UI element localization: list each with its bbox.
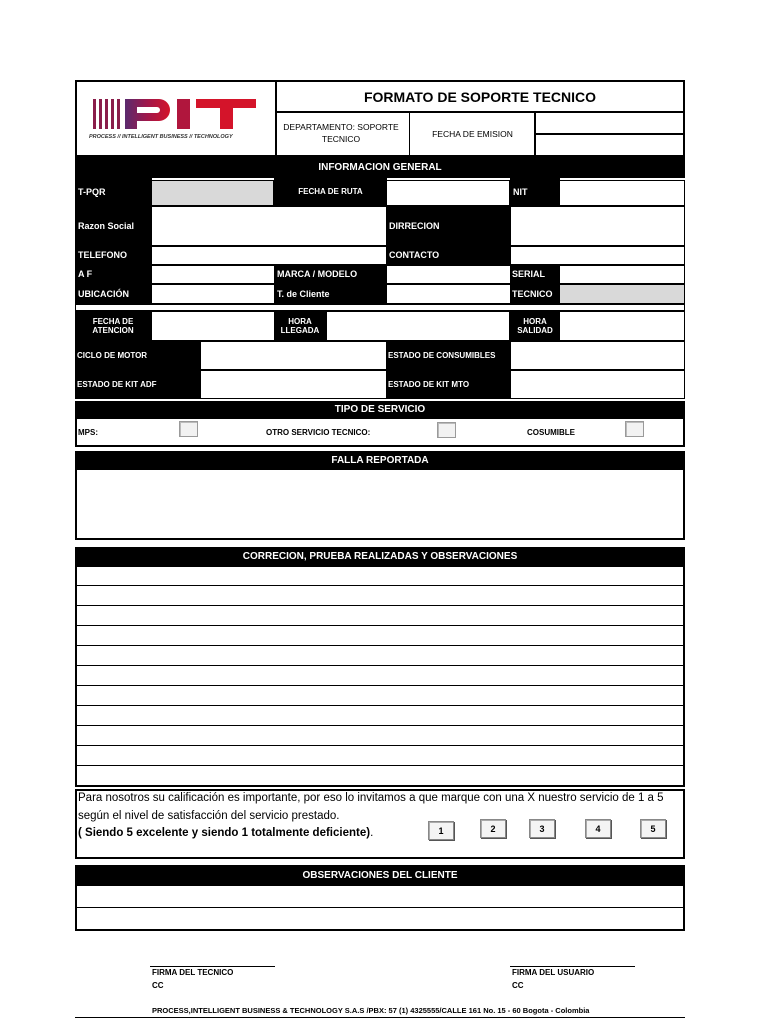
nit-label: NIT — [513, 186, 528, 197]
company-label: Razon Social — [78, 220, 135, 231]
mto-kit-state-field[interactable] — [510, 370, 685, 399]
technician-field[interactable] — [559, 284, 685, 304]
mto-kit-state-label: ESTADO DE KIT MTO — [388, 379, 470, 389]
footer-address: PROCESS,INTELLIGENT BUSINESS & TECHNOLOGY S.A.S /PBX: 57 (1) 4325555/CALLE 161 No. 15 - 60 Bogota - Colombia — [152, 1005, 590, 1015]
brand-model-field[interactable] — [386, 265, 511, 284]
location-label: UBICACIÓN — [78, 288, 129, 299]
rating-option-4[interactable]: 4 — [585, 819, 611, 838]
issue-date-label: FECHA DE EMISION — [432, 129, 513, 139]
adf-kit-state-field[interactable] — [200, 370, 387, 399]
rating-text-line1: Para nosotros su calificación es importante, por eso lo invitamos a que marque con una X nuestro servicio de 1 a 5 — [78, 792, 664, 804]
brand-model-label: MARCA / MODELO — [277, 269, 358, 280]
route-date-field[interactable] — [386, 180, 510, 206]
client-type-label: T. de Cliente — [277, 288, 330, 299]
fault-textarea[interactable] — [75, 468, 685, 540]
other-service-label: OTRO SERVICIO TECNICO: — [266, 428, 371, 438]
af-field[interactable] — [151, 265, 275, 284]
mps-label: MPS: — [78, 428, 98, 438]
serial-label: SERIAL — [512, 269, 546, 280]
logo-tagline: PROCESS // INTELLIGENT BUSINESS // TECHNOLOGY — [89, 134, 233, 140]
service-type-row — [75, 417, 685, 447]
issue-date-field-2[interactable] — [536, 135, 683, 155]
rating-text-line2: según el nivel de satisfacción del servicio prestado. — [78, 810, 340, 822]
route-date-label: FECHA DE RUTA — [298, 187, 363, 197]
address-field[interactable] — [510, 206, 685, 246]
rating-text-line3: ( Siendo 5 excelente y siendo 1 totalmente deficiente). — [78, 827, 374, 839]
rating-option-5[interactable]: 5 — [640, 819, 666, 838]
af-label: A F — [78, 269, 93, 280]
arrival-time-field[interactable] — [326, 311, 510, 341]
attention-date-field[interactable] — [151, 311, 275, 341]
contact-field[interactable] — [510, 246, 685, 265]
phone-label: TELEFONO — [78, 250, 127, 261]
other-service-checkbox[interactable] — [437, 422, 456, 438]
attention-date-label: FECHA DE ATENCION — [92, 316, 134, 335]
tech-cc-label: CC — [152, 980, 164, 990]
rating-option-2[interactable]: 2 — [480, 819, 506, 838]
logo — [77, 82, 275, 155]
client-type-field[interactable] — [386, 284, 511, 304]
location-field[interactable] — [151, 284, 275, 304]
section-client-obs-title: OBSERVACIONES DEL CLIENTE — [75, 865, 685, 885]
consumables-state-label: ESTADO DE CONSUMIBLES — [388, 350, 496, 360]
rating-option-1[interactable]: 1 — [428, 821, 454, 840]
corrections-lines[interactable] — [75, 565, 685, 787]
address-label: DIRRECION — [389, 220, 440, 231]
motor-cycle-label: CICLO DE MOTOR — [77, 350, 148, 360]
section-fault-title: FALLA REPORTADA — [75, 451, 685, 469]
issue-date-field[interactable] — [536, 113, 683, 134]
adf-kit-state-label: ESTADO DE KIT ADF — [77, 379, 157, 389]
nit-field[interactable] — [559, 180, 685, 206]
rating-scale-note: ( Siendo 5 excelente y siendo 1 totalmente deficiente) — [78, 827, 371, 839]
motor-cycle-field[interactable] — [200, 341, 387, 370]
pit-logo-icon — [77, 82, 275, 155]
tpqr-field[interactable] — [151, 180, 274, 206]
section-service-type-title: TIPO DE SERVICIO — [75, 401, 685, 418]
serial-field[interactable] — [559, 265, 685, 284]
consumable-label: COSUMIBLE — [527, 428, 575, 438]
contact-label: CONTACTO — [389, 250, 440, 261]
phone-field[interactable] — [151, 246, 387, 265]
arrival-time-label: HORA LLEGADA — [280, 316, 320, 335]
user-cc-label: CC — [512, 980, 524, 990]
user-signature-label: FIRMA DEL USUARIO — [512, 967, 595, 977]
tpqr-label: T-PQR — [78, 186, 106, 197]
consumables-state-field[interactable] — [510, 341, 685, 370]
company-field[interactable] — [151, 206, 387, 246]
consumable-checkbox[interactable] — [625, 421, 644, 437]
section-general-title: INFORMACION GENERAL — [75, 157, 685, 178]
departure-time-label: HORA SALIDAD — [517, 316, 553, 335]
tech-signature-label: FIRMA DEL TECNICO — [152, 967, 234, 977]
section-corrections-title: CORRECION, PRUEBA REALIZADAS Y OBSERVACIONES — [75, 547, 685, 566]
departure-time-field[interactable] — [559, 311, 685, 341]
rating-option-3[interactable]: 3 — [529, 819, 555, 838]
mps-checkbox[interactable] — [179, 421, 198, 437]
form-title: FORMATO DE SOPORTE TECNICO — [363, 89, 597, 105]
technician-label: TECNICO — [512, 288, 553, 299]
department-label: DEPARTAMENTO: SOPORTE TECNICO — [283, 122, 399, 144]
